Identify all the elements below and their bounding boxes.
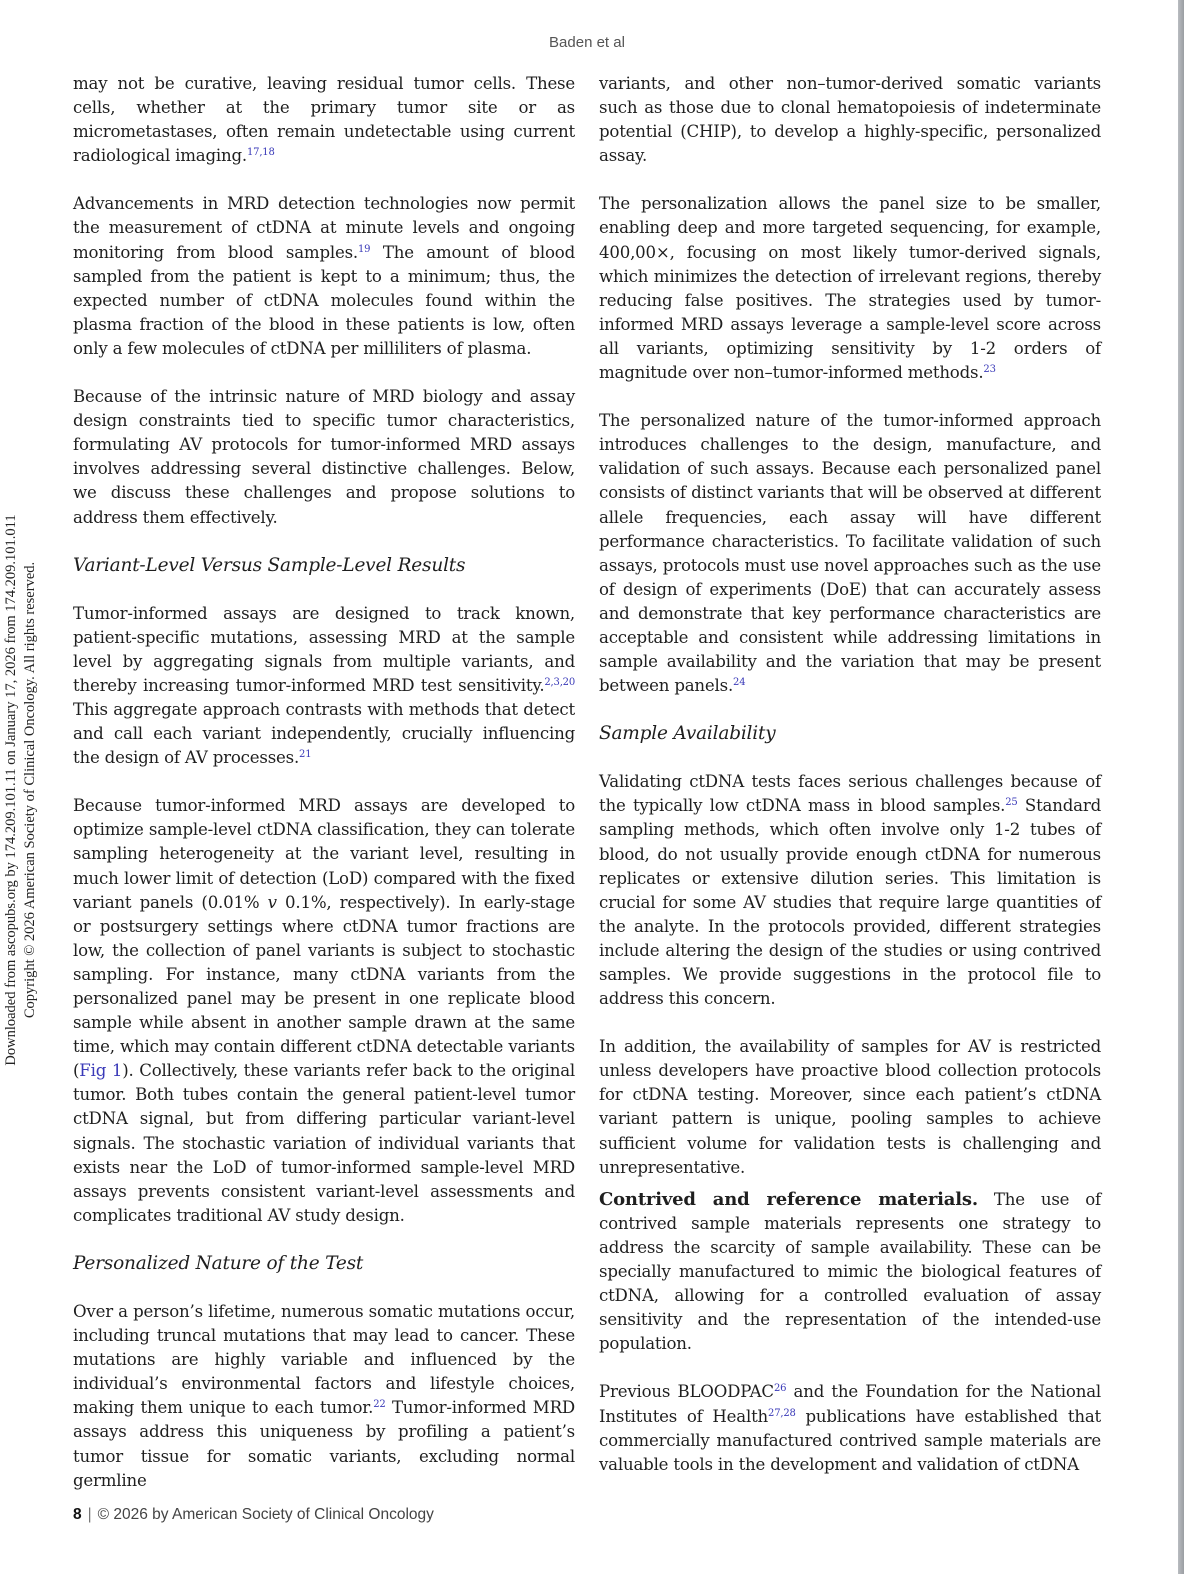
right-column <box>599 72 1101 1501</box>
download-notice <box>2 480 46 1100</box>
page-number: 8 <box>73 1506 82 1523</box>
paragraph: Previous BLOODPAC$^{26}$ and the Foundation for the National Institutes of Health$^{27,28}$ publications have established that commercially manufactured contrived sample materials are valuable tools in the development and validation of ctDNA <box>599 1382 1101 1474</box>
paragraph: In addition, the availability of samples for AV is restricted unless developers have proactive blood collection protocols for ctDNA testing. Moreover, since each patient’s ctDNA variant pattern is unique, pooling samples to achieve sufficient volume for validation tests is challenging and unrepresentative. <box>599 1037 1101 1177</box>
paragraph: Advancements in MRD detection technologies now permit the measurement of ctDNA at minute levels and ongoing monitoring from blood samples.$^{19}$ The amount of blood sampled from the patient is kept to a minimum; thus, the expected number of ctDNA molecules found within the plasma fraction of the blood in these patients is low, often only a few molecules of ctDNA per milliliters of plasma. <box>73 194 576 358</box>
page-edge-scrollbar[interactable] <box>1178 0 1184 1574</box>
download-notice-line-1: Downloaded from ascopubs.org by 174.209.101.11 on January 17, 2026 from 174.209.101.011 <box>3 514 19 1066</box>
section-heading: Variant-Level Versus Sample-Level Results <box>73 554 466 576</box>
citation-link[interactable]: 22 <box>373 1399 386 1411</box>
paragraph: Tumor-informed assays are designed to track known, patient-specific mutations, assessing MRD at the sample level by aggregating signals from multiple variants, and thereby increasing tumor-informed MRD test sensitivity.$^{2,3,20}$ This aggregate approach contrasts with methods that detect and call each variant independently, crucially influencing the design of AV processes.$^{21}$ <box>73 603 575 768</box>
paragraph: Because of the intrinsic nature of MRD biology and assay design constraints tied to specific tumor characteristics, formulating AV protocols for tumor-informed MRD assays involves addressing several distinctive challenges. Below, we discuss these challenges and propose solutions to address them effectively. <box>73 387 575 527</box>
download-notice-line-2: Copyright © 2026 American Society of Clinical Oncology. All rights reserved. <box>22 561 38 1019</box>
citation-link[interactable]: 27,28 <box>768 1407 796 1419</box>
paragraph: variants, and other non–tumor-derived somatic variants such as those due to clonal hematopoiesis of indeterminate potential (CHIP), to develop a highly-specific, personalized assay. <box>599 74 1101 166</box>
citation-link[interactable]: 19 <box>358 243 371 255</box>
page-footer <box>73 1506 434 1524</box>
citation-link[interactable]: 24 <box>733 677 746 689</box>
paragraph: Validating ctDNA tests faces serious challenges because of the typically low ctDNA mass in blood samples.$^{25}$ Standard sampling methods, which often involve only 1-2 tubes of blood, do not usually provide enough ctDNA for numerous replicates or extensive dilution series. This limitation is crucial for some AV studies that require large quantities of the analyte. In the protocols provided, different strategies include altering the design of the studies or using contrived samples. We provide suggestions in the protocol file to address this concern. <box>599 772 1101 1009</box>
left-column <box>73 72 575 1517</box>
run-in-heading: Contrived and reference materials. <box>599 1188 978 1210</box>
footer-separator: | <box>87 1506 92 1523</box>
section-heading: Personalized Nature of the Test <box>73 1252 364 1274</box>
running-head: Baden et al <box>549 34 625 51</box>
citation-link[interactable]: 23 <box>983 364 996 376</box>
paragraph: Because tumor-informed MRD assays are developed to optimize sample-level ctDNA classification, they can tolerate sampling heterogeneity at the variant level, resulting in much lower limit of detection (LoD) compared with the fixed variant panels (0.01% v 0.1%, respectively). In early-stage or postsurgery settings where ctDNA tumor fractions are low, the collection of panel variants is subject to stochastic sampling. For instance, many ctDNA variants from the personalized panel may be present in one replicate blood sample while absent in another sample drawn at the same time, which may contain different ctDNA detectable variants (Fig 1). Collectively, these variants refer back to the original tumor. Both tubes contain the general patient-level tumor ctDNA signal, but from differing particular variant-level signals. The stochastic variation of individual variants that exists near the LoD of tumor-informed sample-level MRD assays prevents consistent variant-level assessments and complicates traditional AV study design. <box>73 796 576 1225</box>
citation-link[interactable]: 17,18 <box>247 147 275 159</box>
citation-link[interactable]: 25 <box>1005 797 1018 809</box>
citation-link[interactable]: 2,3,20 <box>544 676 575 688</box>
figure-link[interactable]: Fig 1 <box>79 1061 123 1081</box>
copyright-notice: © 2026 by American Society of Clinical Oncology <box>97 1506 434 1523</box>
paragraph: Over a person’s lifetime, numerous somatic mutations occur, including truncal mutations that may lead to cancer. These mutations are highly variable and influenced by the individual’s environmental factors and lifestyle choices, making them unique to each tumor.$^{22}$ Tumor-informed MRD assays address this uniqueness by profiling a patient’s tumor tissue for somatic variants, excluding normal germline <box>73 1301 575 1490</box>
section-heading: Sample Availability <box>599 723 776 745</box>
paragraph: may not be curative, leaving residual tumor cells. These cells, whether at the primary tumor site or as micrometastases, often remain undetectable using current radiological imaging.$^{17,18}$ <box>73 74 575 166</box>
paragraph: The personalized nature of the tumor-informed approach introduces challenges to the design, manufacture, and validation of such assays. Because each personalized panel consists of distinct variants that will be observed at different allele frequencies, each assay will have different performance characteristics. To facilitate validation of such assays, protocols must use novel approaches such as the use of design of experiments (DoE) that can accurately assess and demonstrate that key performance characteristics are acceptable and consistent while addressing limitations in sample availability and the variation that may be present between panels.$^{24}$ <box>599 411 1101 696</box>
citation-link[interactable]: 21 <box>299 749 312 761</box>
paragraph: Contrived and reference materials. The use of contrived sample materials represents one strategy to address the scarcity of sample availability. These can be specially manufactured to mimic the biological features of ctDNA, allowing for a controlled evaluation of assay sensitivity and the representation of the intended-use population. <box>599 1188 1102 1354</box>
citation-link[interactable]: 26 <box>773 1383 787 1395</box>
paragraph: The personalization allows the panel size to be smaller, enabling deep and more targeted sequencing, for example, 400,00×, focusing on most likely tumor-derived signals, which minimizes the detection of irrelevant regions, thereby reducing false positives. The strategies used by tumor-informed MRD assays leverage a sample-level score across all variants, optimizing sensitivity by 1-2 orders of magnitude over non–tumor-informed methods.$^{23}$ <box>599 194 1101 383</box>
